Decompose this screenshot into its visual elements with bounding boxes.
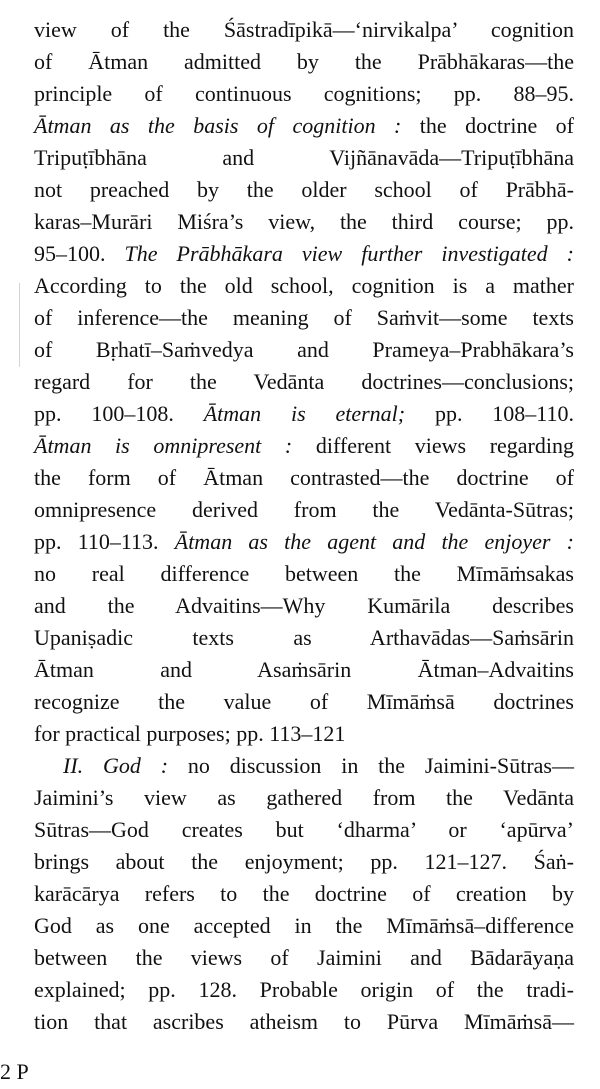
italic-heading: II. God : [63,753,169,778]
text-line [34,878,574,910]
text-run: principle of continuous cognitions; pp. 88–95. [34,81,574,106]
text-line [34,622,574,654]
text-line [34,1006,574,1038]
text-line [34,526,574,558]
signature-mark: 2 P [0,1059,29,1084]
text-line [34,846,574,878]
italic-heading: Ātman as the agent and the enjoyer : [174,529,574,554]
margin-mark [19,283,20,367]
text-run: for practical purposes; pp. 113–121 [34,721,346,746]
text-run: view of the Śāstradīpikā—‘nirvikalpa’ cognition [34,17,574,42]
text-run: of Bṛhatī–Saṁvedya and Prameya–Prabhākara’s [34,337,574,362]
text-run: recognize the value of Mīmāṁsā doctrines [34,689,574,714]
text-run: karācārya refers to the doctrine of creation by [34,881,574,906]
text-line [34,750,574,782]
text-run: Upaniṣadic texts as Arthavādas—Saṁsārin [34,625,574,650]
text-line [34,398,574,430]
text-run: and the Advaitins—Why Kumārila describes [34,593,574,618]
italic-heading: Ātman is omnipresent : [34,433,293,458]
text-line [34,814,574,846]
text-line [34,142,574,174]
text-line [34,782,574,814]
text-run: no discussion in the Jaimini-Sūtras— [168,753,574,778]
text-run: pp. 100–108. [34,401,204,426]
text-run: God as one accepted in the Mīmāṁsā–difference [34,913,574,938]
text-run: brings about the enjoyment; pp. 121–127. Śaṅ- [34,849,574,874]
text-line [34,590,574,622]
text-line [34,718,574,750]
text-run: pp. 108–110. [405,401,574,426]
text-run: Ātman and Asaṁsārin Ātman–Advaitins [34,657,574,682]
text-run: pp. 110–113. [34,529,175,554]
body-text [34,14,574,1038]
text-run: of Ātman admitted by the Prābhākaras—the [34,49,574,74]
text-run: no real difference between the Mīmāṁsakas [34,561,574,586]
text-run: 95–100. [34,241,125,266]
text-run: Jaimini’s view as gathered from the Vedānta [34,785,574,810]
text-run: karas–Murāri Miśra’s view, the third course; pp. [34,209,574,234]
text-line [34,270,574,302]
text-run: not preached by the older school of Prābhā- [34,177,574,202]
text-run: different views regarding [292,433,574,458]
text-run: According to the old school, cognition is a mather [34,273,574,298]
text-line [34,78,574,110]
text-line [34,910,574,942]
text-line [34,366,574,398]
text-run: explained; pp. 128. Probable origin of the tradi- [34,977,574,1002]
text-run: of inference—the meaning of Saṁvit—some texts [34,305,574,330]
text-line [34,686,574,718]
text-line [34,462,574,494]
text-run: omnipresence derived from the Vedānta-Sūtras; [34,497,574,522]
text-line [34,430,574,462]
text-line [34,302,574,334]
text-line [34,238,574,270]
text-run: between the views of Jaimini and Bādarāyaṇa [34,945,574,970]
text-line [34,206,574,238]
italic-heading: Ātman is eternal; [203,401,406,426]
text-run: regard for the Vedānta doctrines—conclusions; [34,369,574,394]
text-run: Sūtras—God creates but ‘dharma’ or ‘apūrva’ [34,817,574,842]
text-line [34,974,574,1006]
italic-heading: Ātman as the basis of cognition : [34,113,402,138]
text-line [34,494,574,526]
text-run: the form of Ātman contrasted—the doctrine of [34,465,574,490]
text-line [34,334,574,366]
text-line [34,14,574,46]
text-line [34,110,574,142]
italic-heading: The Prābhākara view further investigated : [124,241,575,266]
text-line [34,558,574,590]
text-line [34,654,574,686]
text-run: tion that ascribes atheism to Pūrva Mīmāṁsā— [34,1009,574,1034]
text-line [34,174,574,206]
text-run: the doctrine of [401,113,574,138]
text-line [34,46,574,78]
text-run: Tripuṭībhāna and Vijñānavāda—Tripuṭībhāna [34,145,574,170]
text-line [34,942,574,974]
